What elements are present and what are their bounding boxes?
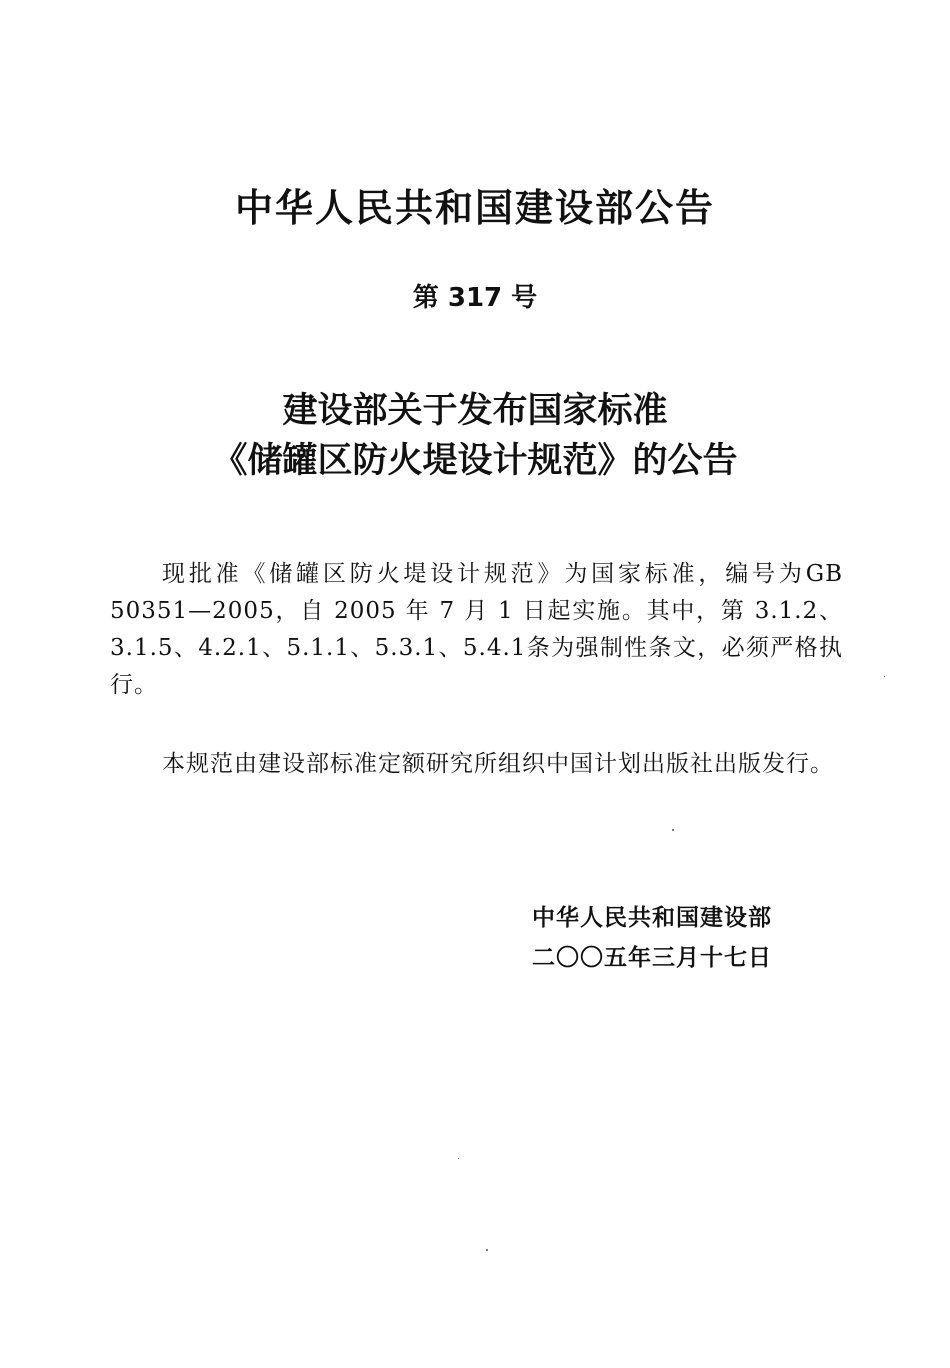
signature-date: 二〇〇五年三月十七日 xyxy=(532,945,772,971)
scan-speck xyxy=(486,1249,488,1251)
scan-speck xyxy=(884,676,885,677)
announcement-number: 第 317 号 xyxy=(412,283,538,313)
announcement-subject xyxy=(0,386,950,486)
signature-organization: 中华人民共和国建设部 xyxy=(532,905,772,931)
signature-block xyxy=(532,898,772,978)
scan-speck xyxy=(458,1158,459,1159)
subject-line-2: 《储罐区防火堤设计规范》的公告 xyxy=(212,440,738,481)
subject-line-1: 建设部关于发布国家标准 xyxy=(282,390,668,431)
announcement-title: 中华人民共和国建设部公告 xyxy=(234,186,715,230)
scan-speck xyxy=(672,829,674,831)
body-paragraph-2: 本规范由建设部标准定额研究所组织中国计划出版社出版发行。 xyxy=(162,751,834,777)
body-paragraph-1: 现批准《储罐区防火堤设计规范》为国家标准，编号为GB 50351—2005，自 2005 年 7 月 1 日起实施。其中，第 3.1.2、3.1.5、4.2.1、5.1.1、5.3.1、5.4.1条为强制性条文，必须严格执行。 xyxy=(110,561,843,698)
